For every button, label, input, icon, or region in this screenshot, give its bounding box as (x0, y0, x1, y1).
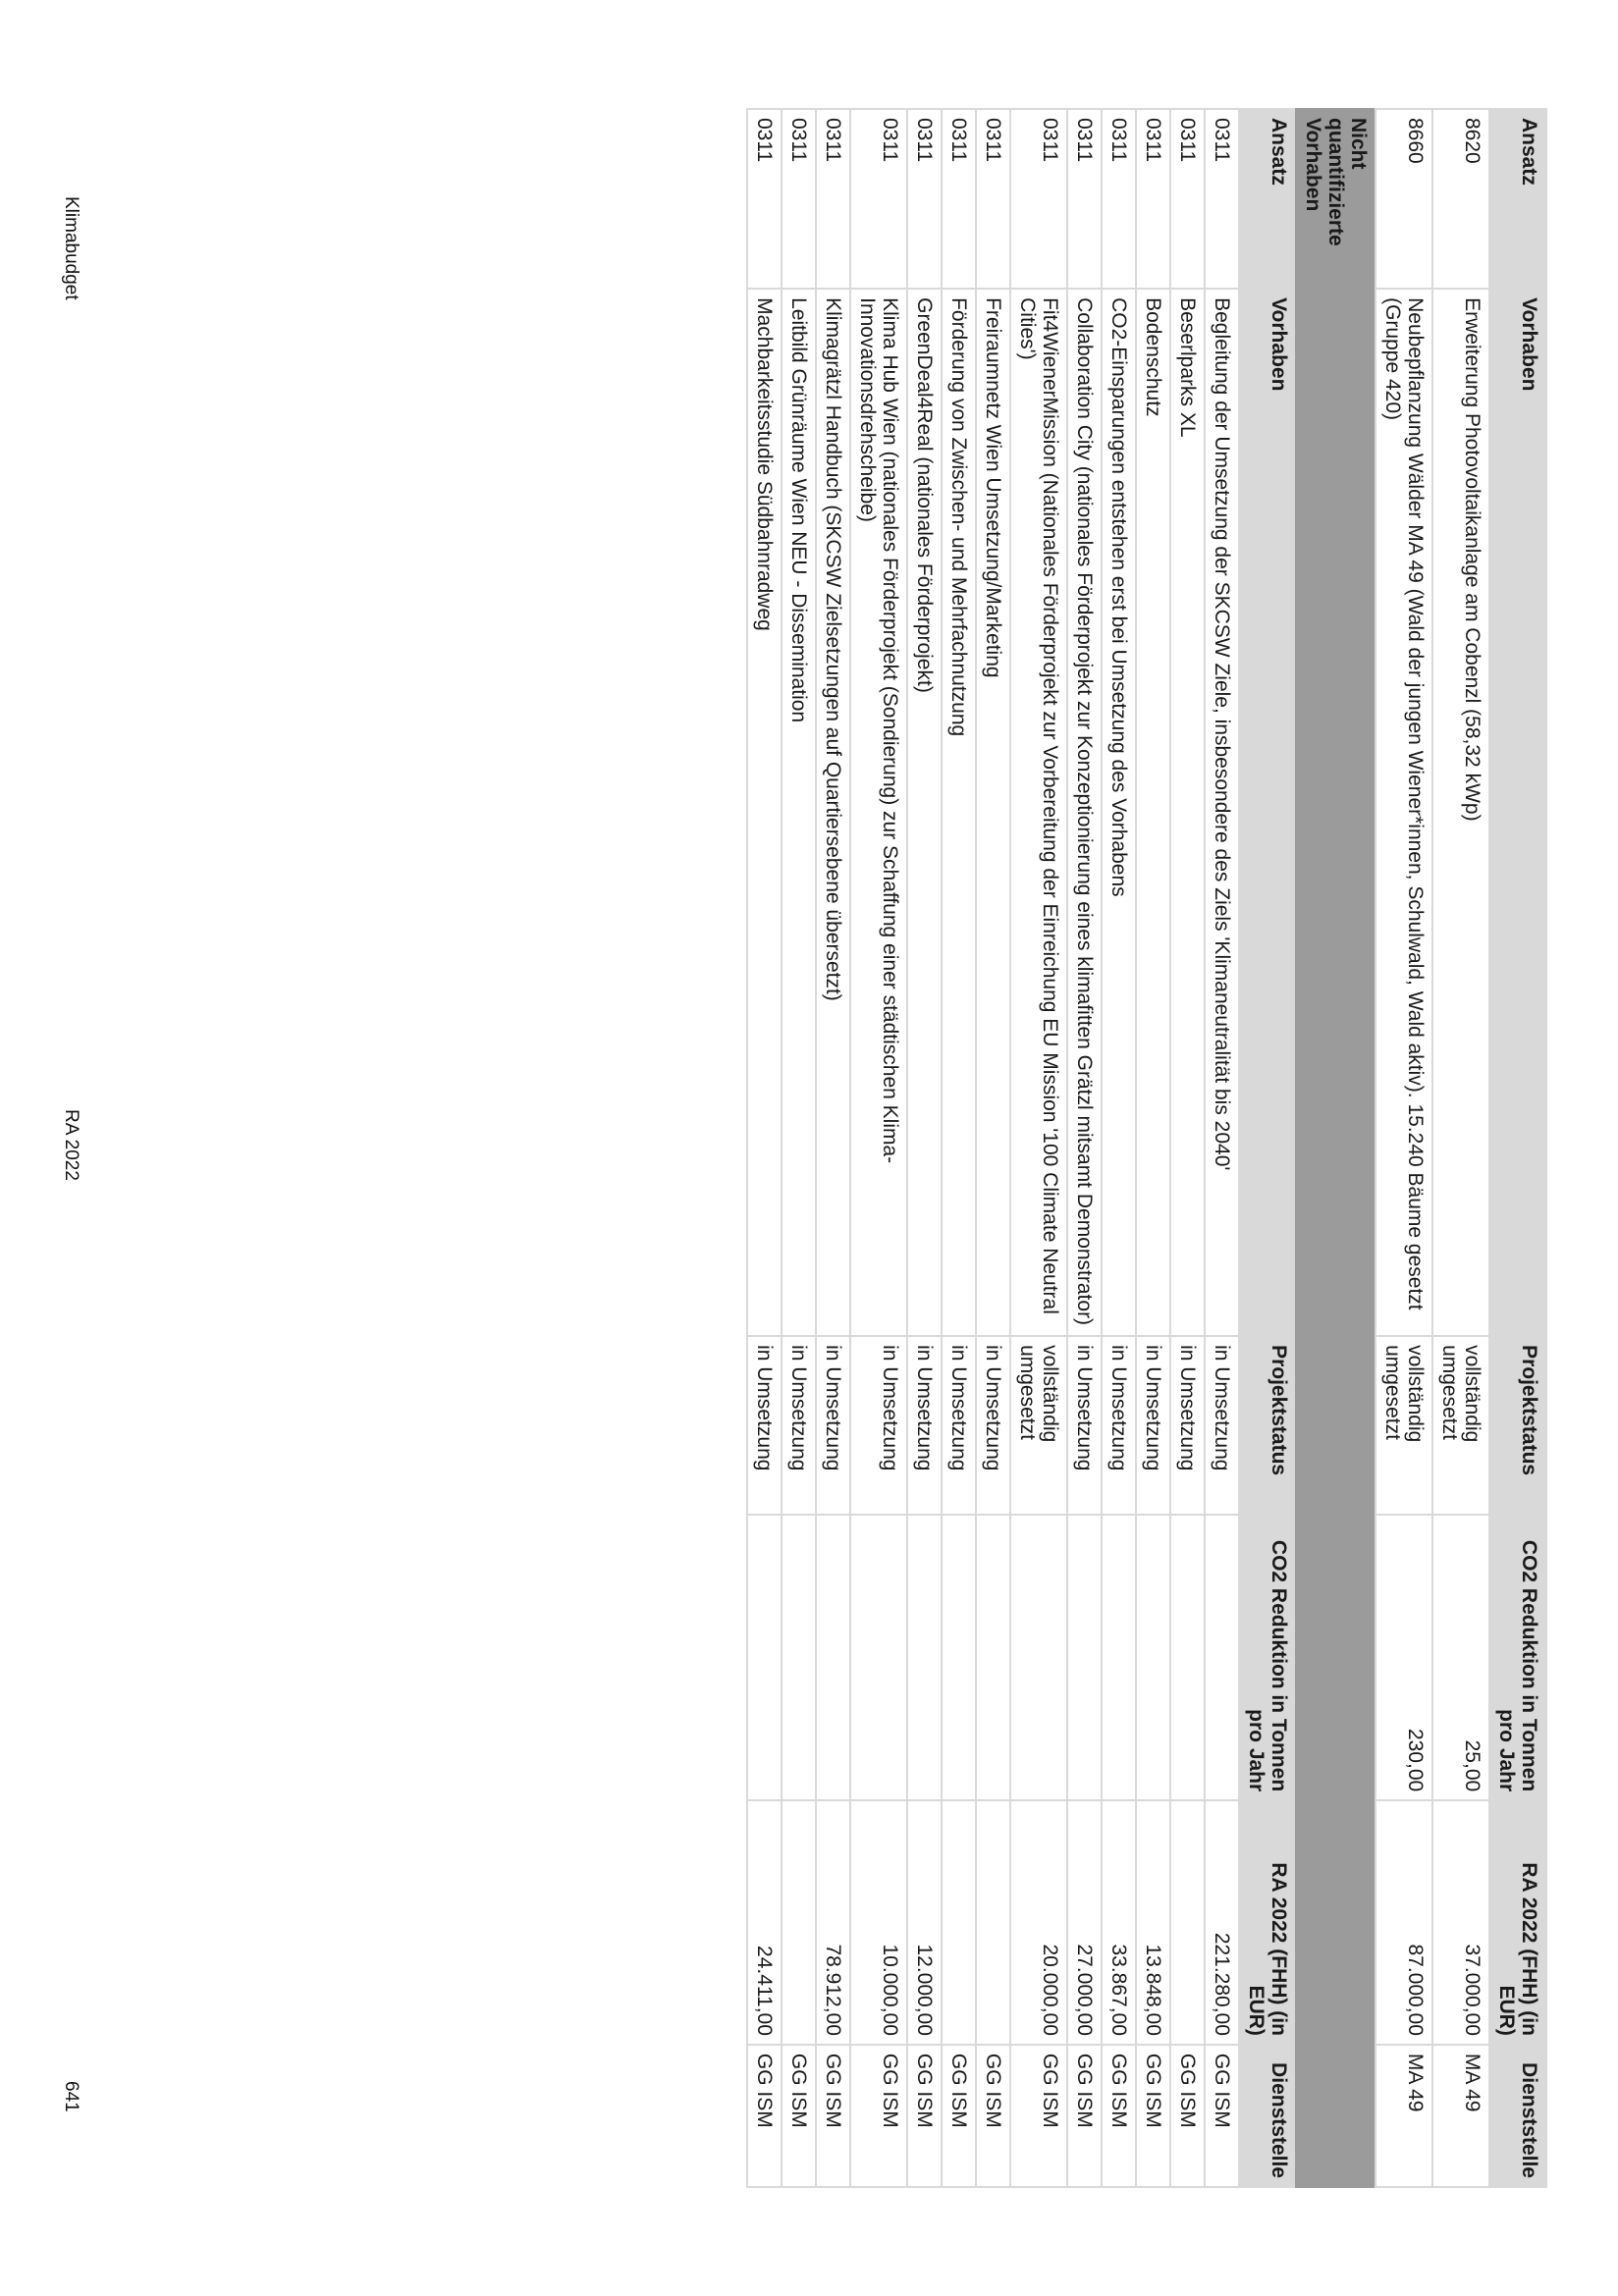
cell-ansatz: 0311 (1205, 109, 1239, 289)
section-block (1239, 109, 1375, 2187)
cell-projektstatus: in Umsetzung (942, 1336, 976, 1515)
cell-dienststelle: GG ISM (816, 2045, 850, 2187)
cell-vorhaben: Bodenschutz (1136, 289, 1170, 1336)
cell-dienststelle: MA 49 (1375, 2045, 1432, 2187)
cell-vorhaben: Freiraumnetz Wien Umsetzung/Marketing (976, 289, 1010, 1336)
cell-ra (976, 1800, 1010, 2045)
cell-projektstatus: in Umsetzung (747, 1336, 782, 1515)
cell-ra (1170, 1800, 1205, 2045)
cell-ra (782, 1800, 816, 2045)
cell-co2 (782, 1515, 816, 1800)
section-cell (1296, 289, 1375, 1336)
cell-vorhaben: CO2-Einsparungen entstehen erst bei Umsetzung des Vorhabens (1102, 289, 1136, 1336)
cell-vorhaben: Erweiterung Photovoltaikanlage am Cobenzl (58,32 kWp) (1432, 289, 1489, 1336)
cell-vorhaben: Klimagrätzl Handbuch (SKCSW Zielsetzungen auf Quartiersebene übersetzt) (816, 289, 850, 1336)
header-dienststelle: Dienststelle (1489, 2045, 1546, 2187)
cell-ra: 27.000,00 (1067, 1800, 1102, 2045)
header-ansatz-2: Ansatz (1239, 109, 1296, 289)
cell-dienststelle: GG ISM (976, 2045, 1010, 2187)
section-row (1296, 109, 1375, 2187)
cell-ansatz: 0311 (782, 109, 816, 289)
cell-vorhaben: Collaboration City (nationales Förderprojekt zur Konzeptionierung eines klimafitten Grätzl mitsamt Demonstrator) (1067, 289, 1102, 1336)
cell-co2 (976, 1515, 1010, 1800)
table-row (1170, 109, 1205, 2187)
cell-projektstatus: in Umsetzung (1205, 1336, 1239, 1515)
cell-ansatz: 0311 (1102, 109, 1136, 289)
cell-co2 (1170, 1515, 1205, 1800)
header-ansatz: Ansatz (1489, 109, 1546, 289)
cell-ra: 13.848,00 (1136, 1800, 1170, 2045)
section-cell (1296, 2045, 1375, 2187)
cell-projektstatus: in Umsetzung (907, 1336, 942, 1515)
cell-dienststelle: GG ISM (850, 2045, 907, 2187)
cell-dienststelle: GG ISM (747, 2045, 782, 2187)
section-label: Nicht quantifizierte Vorhaben (1296, 109, 1375, 289)
nonquantified-rows (747, 109, 1239, 2187)
cell-ra: 87.000,00 (1375, 1800, 1432, 2045)
cell-co2 (1010, 1515, 1067, 1800)
cell-vorhaben: Neubepflanzung Wälder MA 49 (Wald der jungen Wiener*innen, Schulwald, Wald aktiv). 15.240 Bäume gesetzt (Gruppe 420) (1375, 289, 1432, 1336)
cell-ra (942, 1800, 976, 2045)
cell-ra: 33.867,00 (1102, 1800, 1136, 2045)
cell-dienststelle: GG ISM (1170, 2045, 1205, 2187)
header-vorhaben: Vorhaben (1489, 289, 1546, 1336)
cell-projektstatus: in Umsetzung (782, 1336, 816, 1515)
table-row (1432, 109, 1489, 2187)
section-cell (1296, 1800, 1375, 2045)
cell-co2 (816, 1515, 850, 1800)
cell-ansatz: 0311 (1170, 109, 1205, 289)
cell-dienststelle: GG ISM (782, 2045, 816, 2187)
table-row (1067, 109, 1102, 2187)
table-row (816, 109, 850, 2187)
table-row (1205, 109, 1239, 2187)
table-row (942, 109, 976, 2187)
cell-vorhaben: Förderung von Zwischen- und Mehrfachnutzung (942, 289, 976, 1336)
cell-ansatz: 0311 (816, 109, 850, 289)
cell-vorhaben: Leitbild Grünräume Wien NEU - Dissemination (782, 289, 816, 1336)
cell-ansatz: 0311 (1010, 109, 1067, 289)
cell-vorhaben: Fit4WienerMission (Nationales Förderprojekt zur Vorbereitung der Einreichung EU Mission '100 Climate Neutral Cities') (1010, 289, 1067, 1336)
header-co2-2: CO2 Reduktion in Tonnen pro Jahr (1239, 1515, 1296, 1800)
header-ra: RA 2022 (FHH) (in EUR) (1489, 1800, 1546, 2045)
header-co2: CO2 Reduktion in Tonnen pro Jahr (1489, 1515, 1546, 1800)
footer-left: Klimabudget (61, 196, 81, 300)
header-vorhaben-2: Vorhaben (1239, 289, 1296, 1336)
cell-co2 (1205, 1515, 1239, 1800)
footer-page-number: 641 (61, 2081, 81, 2112)
cell-ra: 10.000,00 (850, 1800, 907, 2045)
table-row (782, 109, 816, 2187)
cell-ra: 221.280,00 (1205, 1800, 1239, 2045)
cell-co2 (1067, 1515, 1102, 1800)
cell-projektstatus: vollständig umgesetzt (1432, 1336, 1489, 1515)
cell-dienststelle: GG ISM (1136, 2045, 1170, 2187)
cell-dienststelle: GG ISM (1010, 2045, 1067, 2187)
cell-vorhaben: Machbarkeitsstudie Südbahnradweg (747, 289, 782, 1336)
quantified-rows (1375, 109, 1489, 2187)
cell-co2: 25,00 (1432, 1515, 1489, 1800)
cell-ra: 78.912,00 (816, 1800, 850, 2045)
table-row (747, 109, 782, 2187)
cell-vorhaben: Klima Hub Wien (nationales Förderprojekt (Sondierung) zur Schaffung einer städtischen Klima-Innovationsdrehscheibe) (850, 289, 907, 1336)
cell-vorhaben: GreenDeal4Real (nationales Förderprojekt) (907, 289, 942, 1336)
cell-vorhaben: Begleitung der Umsetzung der SKCSW Ziele, insbesondere des Ziels 'Klimaneutralität bis 2040' (1205, 289, 1239, 1336)
header-dienststelle-2: Dienststelle (1239, 2045, 1296, 2187)
cell-projektstatus: in Umsetzung (850, 1336, 907, 1515)
header-projektstatus-2: Projektstatus (1239, 1336, 1296, 1515)
cell-projektstatus: vollständig umgesetzt (1375, 1336, 1432, 1515)
cell-vorhaben: Beserlparks XL (1170, 289, 1205, 1336)
cell-ansatz: 0311 (747, 109, 782, 289)
cell-ra: 20.000,00 (1010, 1800, 1067, 2045)
cell-co2: 230,00 (1375, 1515, 1432, 1800)
cell-projektstatus: in Umsetzung (1067, 1336, 1102, 1515)
cell-ra: 24.411,00 (747, 1800, 782, 2045)
cell-dienststelle: GG ISM (1067, 2045, 1102, 2187)
cell-ansatz: 0311 (1136, 109, 1170, 289)
cell-dienststelle: MA 49 (1432, 2045, 1489, 2187)
table-header-row (1489, 109, 1546, 2187)
cell-projektstatus: in Umsetzung (1102, 1336, 1136, 1515)
cell-co2 (1136, 1515, 1170, 1800)
section-cell (1296, 1515, 1375, 1800)
budget-table (746, 108, 1547, 2188)
cell-ansatz: 0311 (1067, 109, 1102, 289)
table-row (1010, 109, 1067, 2187)
cell-ansatz: 0311 (942, 109, 976, 289)
cell-projektstatus: vollständig umgesetzt (1010, 1336, 1067, 1515)
cell-projektstatus: in Umsetzung (1170, 1336, 1205, 1515)
cell-ansatz: 8620 (1432, 109, 1489, 289)
cell-ansatz: 8660 (1375, 109, 1432, 289)
cell-ra: 37.000,00 (1432, 1800, 1489, 2045)
cell-ansatz: 0311 (907, 109, 942, 289)
cell-ansatz: 0311 (976, 109, 1010, 289)
table-row (976, 109, 1010, 2187)
header-ra-2: RA 2022 (FHH) (in EUR) (1239, 1800, 1296, 2045)
table-header-row-2 (1239, 109, 1296, 2187)
table-row (907, 109, 942, 2187)
table-row (1375, 109, 1432, 2187)
cell-dienststelle: GG ISM (1205, 2045, 1239, 2187)
footer-center: RA 2022 (61, 1109, 81, 1181)
cell-dienststelle: GG ISM (1102, 2045, 1136, 2187)
cell-projektstatus: in Umsetzung (976, 1336, 1010, 1515)
cell-co2 (747, 1515, 782, 1800)
cell-co2 (850, 1515, 907, 1800)
header-projektstatus: Projektstatus (1489, 1336, 1546, 1515)
cell-co2 (942, 1515, 976, 1800)
cell-ansatz: 0311 (850, 109, 907, 289)
cell-ra: 12.000,00 (907, 1800, 942, 2045)
section-cell (1296, 1336, 1375, 1515)
cell-dienststelle: GG ISM (942, 2045, 976, 2187)
cell-projektstatus: in Umsetzung (1136, 1336, 1170, 1515)
table-row (1136, 109, 1170, 2187)
table-row (1102, 109, 1136, 2187)
cell-projektstatus: in Umsetzung (816, 1336, 850, 1515)
cell-co2 (1102, 1515, 1136, 1800)
cell-co2 (907, 1515, 942, 1800)
table-row (850, 109, 907, 2187)
cell-dienststelle: GG ISM (907, 2045, 942, 2187)
